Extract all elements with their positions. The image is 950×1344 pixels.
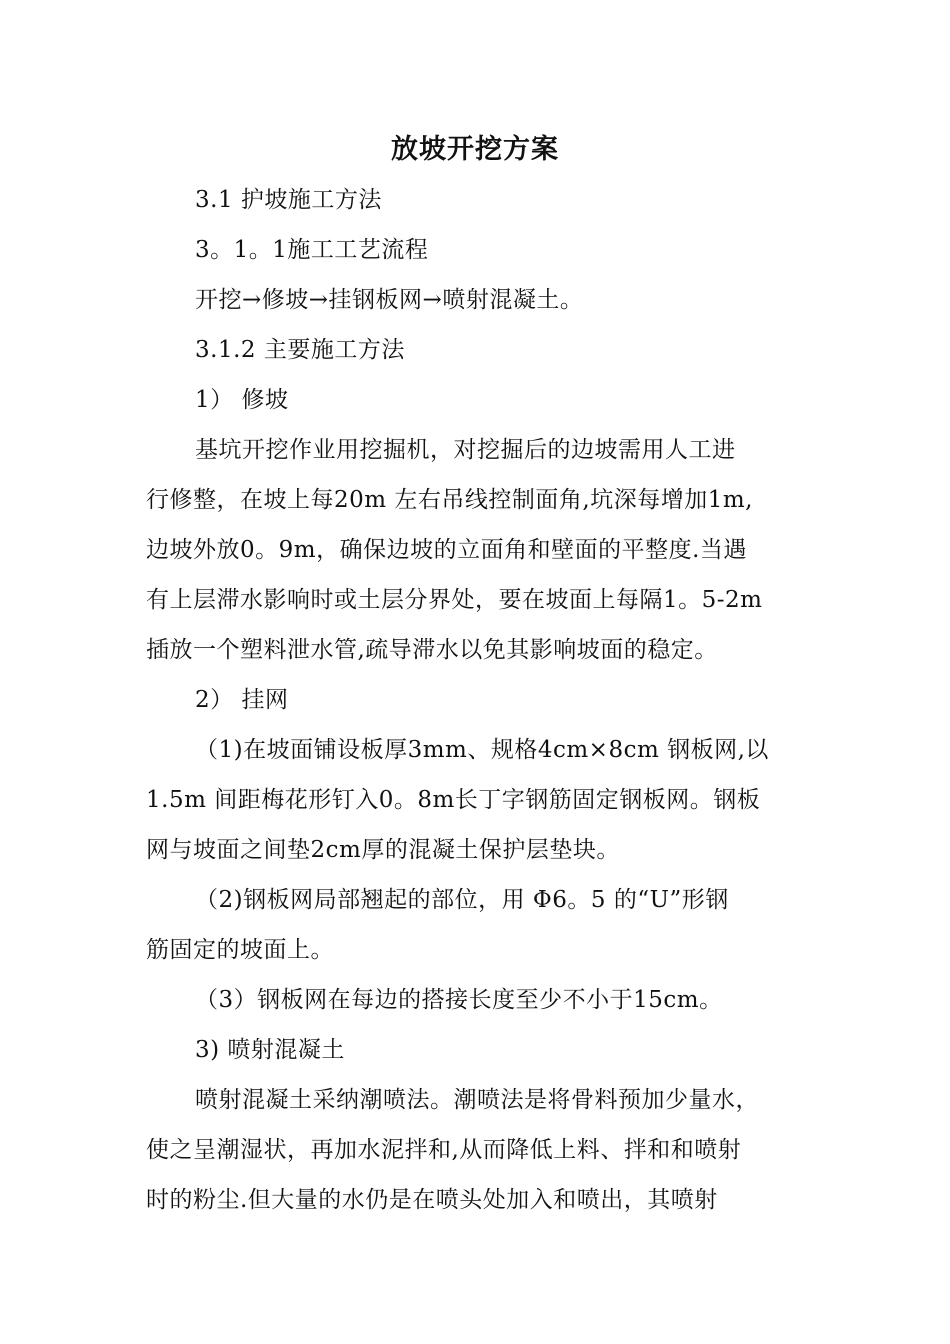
paragraph-line: 使之呈潮湿状，再加水泥拌和,从而降低上料、拌和和喷射 [146, 1137, 742, 1163]
paragraph-line: 基坑开挖作业用挖掘机，对挖掘后的边坡需用人工进 [195, 437, 736, 463]
paragraph-line: （2)钢板网局部翘起的部位，用 Φ6。5 的“U”形钢 [195, 887, 729, 913]
paragraph-line: 边坡外放0。9m，确保边坡的立面角和壁面的平整度.当遇 [146, 537, 747, 563]
paragraph-line: 时的粉尘.但大量的水仍是在喷头处加入和喷出，其喷射 [146, 1187, 718, 1213]
paragraph-line: 1.5m 间距梅花形钉入0。8m长丁字钢筋固定钢板网。钢板 [146, 787, 761, 813]
paragraph-line: 网与坡面之间垫2cm厚的混凝土保护层垫块。 [146, 837, 620, 863]
paragraph-line: 筋固定的坡面上。 [146, 937, 334, 963]
paragraph-line: 喷射混凝土采纳潮喷法。潮喷法是将骨料预加少量水， [195, 1087, 759, 1113]
paragraph-line: （3）钢板网在每边的搭接长度至少不小于15cm。 [195, 987, 723, 1013]
item-heading-2: 2） 挂网 [195, 687, 289, 713]
paragraph-line: （1)在坡面铺设板厚3mm、规格4cm×8cm 钢板网,以 [195, 737, 769, 763]
subsection-heading-3-1-1: 3。1。1施工工艺流程 [195, 237, 429, 263]
document-title: 放坡开挖方案 [391, 134, 559, 165]
item-heading-1: 1） 修坡 [195, 387, 289, 413]
paragraph-line: 行修整，在坡上每20m 左右吊线控制面角,坑深每增加1m, [146, 487, 753, 513]
section-heading-3-1: 3.1 护坡施工方法 [195, 187, 382, 213]
process-flow-text: 开挖→修坡→挂钢板网→喷射混凝土。 [195, 287, 584, 313]
paragraph-line: 插放一个塑料泄水管,疏导滞水以免其影响坡面的稳定。 [146, 637, 718, 663]
subsection-heading-3-1-2: 3.1.2 主要施工方法 [195, 337, 405, 363]
item-heading-3: 3) 喷射混凝土 [195, 1037, 345, 1063]
paragraph-line: 有上层滞水影响时或土层分界处，要在坡面上每隔1。5-2m [146, 587, 763, 613]
